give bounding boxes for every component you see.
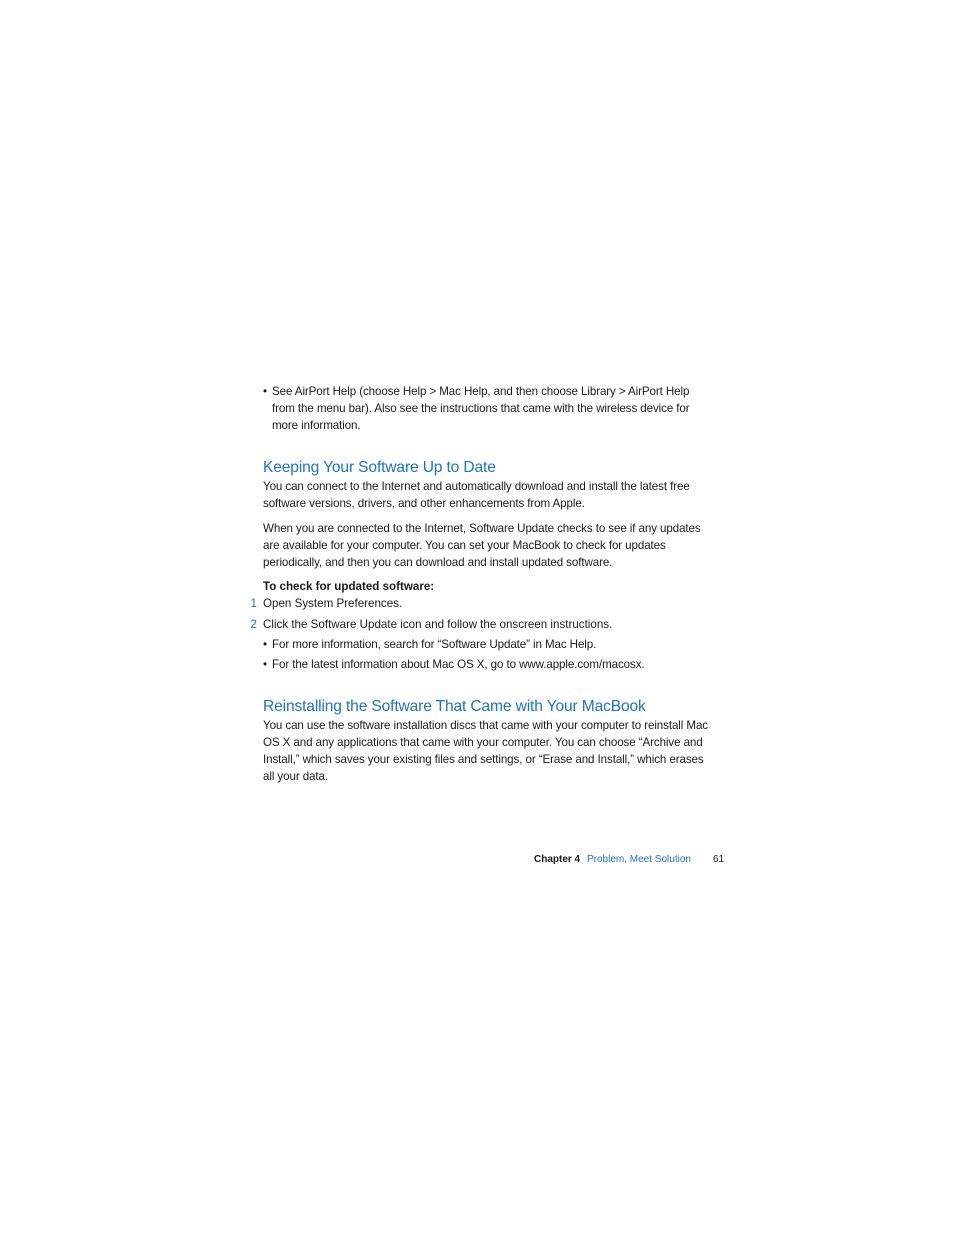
page-number: 61: [713, 854, 725, 865]
bullet-text: For more information, search for “Software Update” in Mac Help.: [272, 638, 597, 651]
step-number: 2: [250, 618, 257, 631]
section2-paragraph-1: You can use the software installation discs that came with your computer to reinstall Mac OS X and any applications that came with your computer. You can choose “Archive and Install,” which saves your existing files and settings, or “Erase and Install,” which erases all your data.: [263, 719, 708, 783]
procedure-title: To check for updated software:: [263, 580, 435, 593]
section1-paragraph-1: You can connect to the Internet and automatically download and install the latest free software versions, drivers, and other enhancements from Apple.: [263, 480, 690, 510]
section1-paragraph-2: When you are connected to the Internet, Software Update checks to see if any updates are available for your computer. You can set your MacBook to check for updates periodically, and then you can download and install updated software.: [263, 522, 701, 569]
intro-bullet-text: See AirPort Help (choose Help > Mac Help, and then choose Library > AirPort Help from the menu bar). Also see the instructions that came with the wireless device for more information.: [272, 385, 690, 432]
footer-chapter-title: Problem, Meet Solution: [587, 854, 691, 865]
step-text: Click the Software Update icon and follow the onscreen instructions.: [263, 618, 613, 631]
section-heading-software-update: Keeping Your Software Up to Date: [263, 459, 496, 476]
bullet-glyph: •: [263, 385, 267, 398]
section-heading-reinstalling: Reinstalling the Software That Came with Your MacBook: [263, 698, 646, 715]
bullet-glyph: •: [263, 638, 267, 651]
footer-chapter: Chapter 4: [534, 854, 581, 865]
bullet-glyph: •: [263, 658, 267, 671]
step-number: 1: [250, 597, 257, 610]
step-text: Open System Preferences.: [263, 597, 403, 610]
bullet-text: For the latest information about Mac OS X, go to www.apple.com/macosx.: [272, 658, 645, 671]
